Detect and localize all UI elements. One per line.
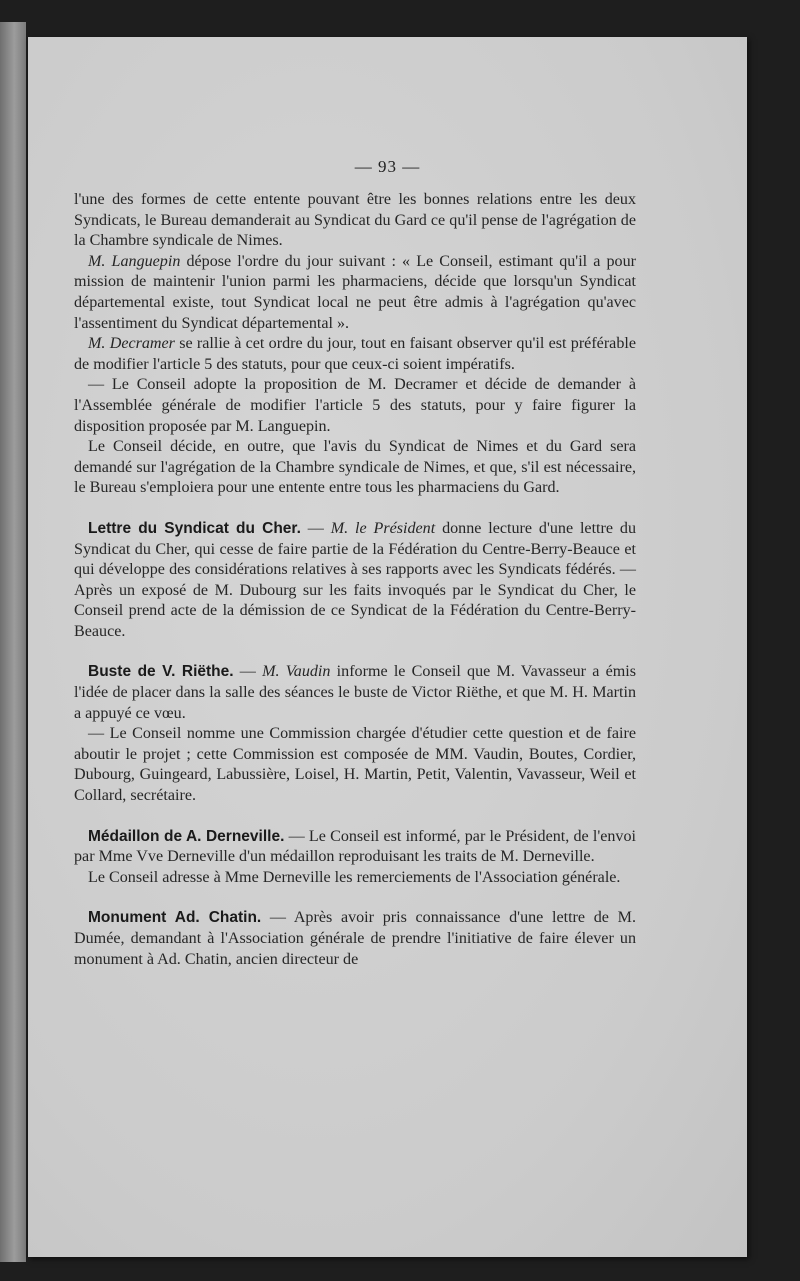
intro-paragraph-5 <box>74 437 636 499</box>
book-page <box>28 37 747 1257</box>
section-heading: Médaillon de A. Derneville. <box>88 827 285 845</box>
section-heading: Monument Ad. Chatin. <box>88 909 262 927</box>
section-paragraph <box>74 868 636 889</box>
section-lettre-syndicat-cher <box>74 519 636 643</box>
paragraph-text: Le Conseil est informé, par le Président, de l'envoi par Mme Vve Derneville d'un médaillon reproduisant les traits de M. Derneville. <box>74 827 637 866</box>
dash-separator: — <box>300 519 331 537</box>
paragraph-text: Le Conseil décide, en outre, que l'avis du Syndicat de Nimes et du Gard sera demandé sur l'agrégation de la Chambre syndicale de Nimes, et que, s'il est nécessaire, le Bureau s'emploiera pour une entente entre tous les pharmaciens du Gard. <box>74 438 636 497</box>
paragraph-text: — Le Conseil adopte la proposition de M. Decramer et décide de demander à l'Assemblée générale de modifier l'article 5 des statuts, pour y faire figurer la disposition proposée par M. Languepin. <box>74 376 636 435</box>
intro-paragraph-3 <box>74 334 636 375</box>
page-number: — 93 — <box>354 157 421 176</box>
speaker-name: M. Languepin <box>88 252 181 270</box>
paragraph-text: informe le Conseil que M. Vavasseur a émis l'idée de placer dans la salle des séances le buste de Victor Riëthe, et que M. H. Martin a appuyé ce vœu. <box>74 663 636 722</box>
page-body <box>74 190 636 970</box>
section-paragraph <box>74 662 636 724</box>
paragraph-text: — Le Conseil nomme une Commission chargée d'étudier cette question et de faire aboutir le projet ; cette Commission est composée de MM. Vaudin, Boutes, Cordier, Dubourg, Guingeard, Labussière, Loisel, H. Martin, Petit, Valentin, Vavasseur, Weil et Collard, secrétaire. <box>74 725 636 805</box>
paragraph-text: Le Conseil adresse à Mme Derneville les remerciements de l'Association générale. <box>88 868 621 886</box>
section-paragraph <box>74 724 636 806</box>
section-paragraph <box>74 827 636 868</box>
paragraph-text: dépose l'ordre du jour suivant : « Le Conseil, estimant qu'il a pour mission de maintenir l'union parmi les pharmaciens, décide que lorsqu'un Syndicat départemental existe, tout Syndicat local ne peut être admis à l'agrégation qu'avec l'assentiment du Syndicat départemental ». <box>74 252 636 332</box>
speaker-name: M. le Président <box>330 519 436 537</box>
dash-separator: — <box>233 663 263 681</box>
paragraph-text: donne lecture d'une lettre du Syndicat du Cher, qui cesse de faire partie de la Fédération du Centre-Berry-Beauce et qui développe des considérations relatives à ses rapports avec les Syndicats fédérés. — Après un exposé de M. Dubourg sur les faits invoqués par le Syndicat du Cher, le Conseil prend acte de la démission de ce Syndicat de la Fédération du Centre-Berry-Beauce. <box>74 519 636 640</box>
section-paragraph <box>74 908 636 970</box>
paragraph-text: Après avoir pris connaissance d'une lettre de M. Dumée, demandant à l'Association générale de prendre l'initiative de faire élever un monument à Ad. Chatin, ancien directeur de <box>74 909 636 968</box>
speaker-name: M. Vaudin <box>262 663 331 681</box>
dash-separator: — <box>261 909 294 927</box>
section-medaillon-derneville <box>74 827 636 889</box>
intro-paragraph-1 <box>74 190 636 252</box>
intro-paragraph-4 <box>74 375 636 437</box>
paragraph-text: se rallie à cet ordre du jour, tout en faisant observer qu'il est préférable de modifier l'article 5 des statuts, pour que ceux-ci soient impératifs. <box>74 335 636 373</box>
section-paragraph <box>74 519 636 643</box>
section-heading: Buste de V. Riëthe. <box>88 663 234 681</box>
dash-separator: — <box>284 827 309 845</box>
section-monument-chatin <box>74 908 636 970</box>
paragraph-text: l'une des formes de cette entente pouvant être les bonnes relations entre les deux Syndicats, le Bureau demanderait au Syndicat du Gard ce qu'il pense de l'agrégation de la Chambre syndicale de Nimes. <box>74 191 636 250</box>
speaker-name: M. Decramer <box>88 335 175 353</box>
intro-paragraph-2 <box>74 252 636 334</box>
section-heading: Lettre du Syndicat du Cher. <box>88 519 301 537</box>
section-buste-riethe <box>74 662 636 806</box>
adjacent-page-edge <box>0 22 26 1262</box>
